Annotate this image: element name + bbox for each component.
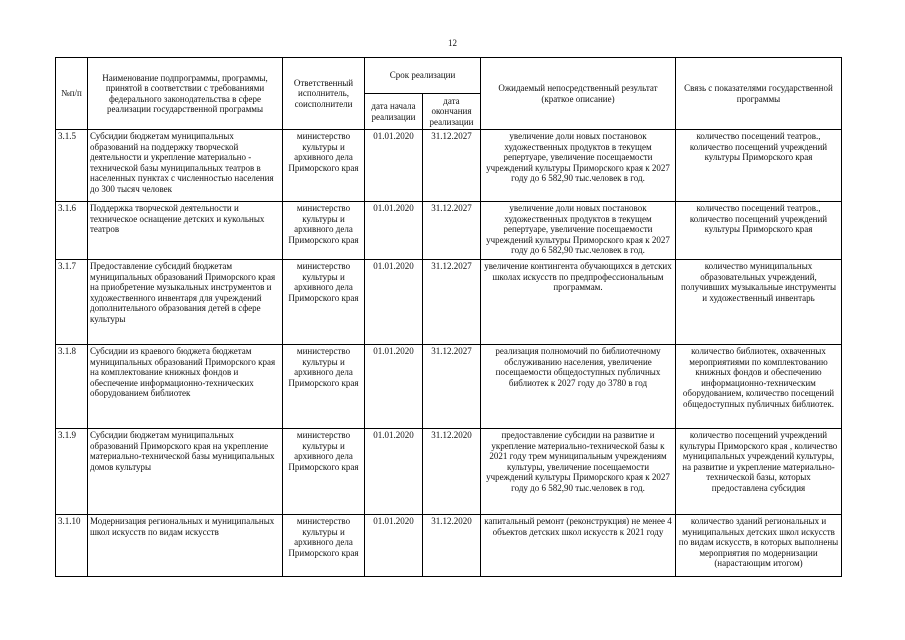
table-row bbox=[56, 515, 842, 577]
row-start: 01.01.2020 bbox=[365, 202, 423, 260]
program-table bbox=[55, 57, 842, 577]
row-link: количество муниципальных образовательных учреждений, получивших музыкальные инструменты и художественный инвентарь bbox=[676, 260, 842, 345]
row-start: 01.01.2020 bbox=[365, 130, 423, 202]
table-row bbox=[56, 429, 842, 515]
row-result: реализация полномочий по библиотечному обслуживанию населения, увеличение посещаемости общедоступных публичных библиотек к 2027 году до 3780 в год bbox=[481, 345, 676, 429]
header-result: Ожидаемый непосредственный результат (краткое описание) bbox=[481, 58, 676, 130]
header-row-1 bbox=[56, 58, 842, 94]
row-name: Модернизация региональных и муниципальных школ искусств по видам искусств bbox=[88, 515, 283, 577]
row-executor: министерство культуры и архивного дела Приморского края bbox=[283, 429, 365, 515]
header-name: Наименование подпрограммы, программы, принятой в соответствии с требованиями федерального законодательства в сфере реализации государственной программы bbox=[88, 58, 283, 130]
row-end: 31.12.2027 bbox=[423, 345, 481, 429]
header-end: дата окончания реализации bbox=[423, 94, 481, 130]
row-start: 01.01.2020 bbox=[365, 515, 423, 577]
row-num: 3.1.10 bbox=[56, 515, 88, 577]
row-result: увеличение контингента обучающихся в детских школах искусств по предпрофессиональным программам. bbox=[481, 260, 676, 345]
header-start: дата начала реализации bbox=[365, 94, 423, 130]
row-end: 31.12.2027 bbox=[423, 130, 481, 202]
page-number: 12 bbox=[448, 38, 457, 48]
header-period: Срок реализации bbox=[365, 58, 481, 94]
row-executor: министерство культуры и архивного дела Приморского края bbox=[283, 130, 365, 202]
row-num: 3.1.5 bbox=[56, 130, 88, 202]
row-start: 01.01.2020 bbox=[365, 345, 423, 429]
row-result: увеличение доли новых постановок художественных продуктов в текущем репертуаре, увеличение посещаемости учреждений культуры Приморского края к 2027 году до 6 582,90 тыс.человек в год. bbox=[481, 202, 676, 260]
row-num: 3.1.9 bbox=[56, 429, 88, 515]
row-link: количество посещений учреждений культуры Приморского края , количество муниципальных учреждений культуры, на развитие и укрепление материально-технической базы, которых предоставлена субсидия bbox=[676, 429, 842, 515]
table-row bbox=[56, 130, 842, 202]
row-num: 3.1.8 bbox=[56, 345, 88, 429]
row-name: Субсидии бюджетам муниципальных образований на поддержку творческой деятельности и укрепление материально - технической базы муниципальных театров в населенных пунктах с численностью населения до 300 тысяч человек bbox=[88, 130, 283, 202]
row-executor: министерство культуры и архивного дела Приморского края bbox=[283, 202, 365, 260]
row-end: 31.12.2020 bbox=[423, 429, 481, 515]
row-executor: министерство культуры и архивного дела Приморского края bbox=[283, 345, 365, 429]
header-num: №п/п bbox=[56, 58, 88, 130]
row-start: 01.01.2020 bbox=[365, 260, 423, 345]
row-end: 31.12.2020 bbox=[423, 515, 481, 577]
row-result: капитальный ремонт (реконструкция) не менее 4 объектов детских школ искусств к 2021 году bbox=[481, 515, 676, 577]
row-link: количество посещений театров., количество посещений учреждений культуры Приморского края bbox=[676, 202, 842, 260]
table-row bbox=[56, 345, 842, 429]
row-link: количество посещений театров., количество посещений учреждений культуры Приморского края bbox=[676, 130, 842, 202]
row-result: увеличение доли новых постановок художественных продуктов в текущем репертуаре, увеличение посещаемости учреждений культуры Приморского края к 2027 году до 6 582,90 тыс.человек в год. bbox=[481, 130, 676, 202]
row-link: количество зданий региональных и муниципальных детских школ искусств по видам искусств, в которых выполнены мероприятия по модернизации (нарастающим итогом) bbox=[676, 515, 842, 577]
row-executor: министерство культуры и архивного дела Приморского края bbox=[283, 515, 365, 577]
table-row bbox=[56, 260, 842, 345]
row-num: 3.1.7 bbox=[56, 260, 88, 345]
row-result: предоставление субсидии на развитие и укрепление материально-технической базы к 2021 году трем муниципальным учреждениям культуры, увеличение посещаемости учреждений культуры Приморского края к 2027 году до 6 582,90 тыс.человек в год. bbox=[481, 429, 676, 515]
row-start: 01.01.2020 bbox=[365, 429, 423, 515]
header-link: Связь с показателями государственной программы bbox=[676, 58, 842, 130]
row-name: Поддержка творческой деятельности и техническое оснащение детских и кукольных театров bbox=[88, 202, 283, 260]
header-executor: Ответственный исполнитель, соисполнители bbox=[283, 58, 365, 130]
row-executor: министерство культуры и архивного дела Приморского края bbox=[283, 260, 365, 345]
row-end: 31.12.2027 bbox=[423, 260, 481, 345]
row-name: Субсидии из краевого бюджета бюджетам муниципальных образований Приморского края на комплектование книжных фондов и обеспечение информационно-технических оборудованием библиотек bbox=[88, 345, 283, 429]
row-name: Предоставление субсидий бюджетам муниципальных образований Приморского края на приобретение музыкальных инструментов и художественного инвентаря для учреждений дополнительного образования детей в сфере культуры bbox=[88, 260, 283, 345]
table-row bbox=[56, 202, 842, 260]
row-num: 3.1.6 bbox=[56, 202, 88, 260]
row-link: количество библиотек, охваченных мероприятиями по комплектованию книжных фондов и обеспечению информационно-техническим оборудованием, количество посещений общедоступных публичных библиотек. bbox=[676, 345, 842, 429]
row-end: 31.12.2027 bbox=[423, 202, 481, 260]
row-name: Субсидии бюджетам муниципальных образований Приморского края на укрепление материально-технической базы муниципальных домов культуры bbox=[88, 429, 283, 515]
